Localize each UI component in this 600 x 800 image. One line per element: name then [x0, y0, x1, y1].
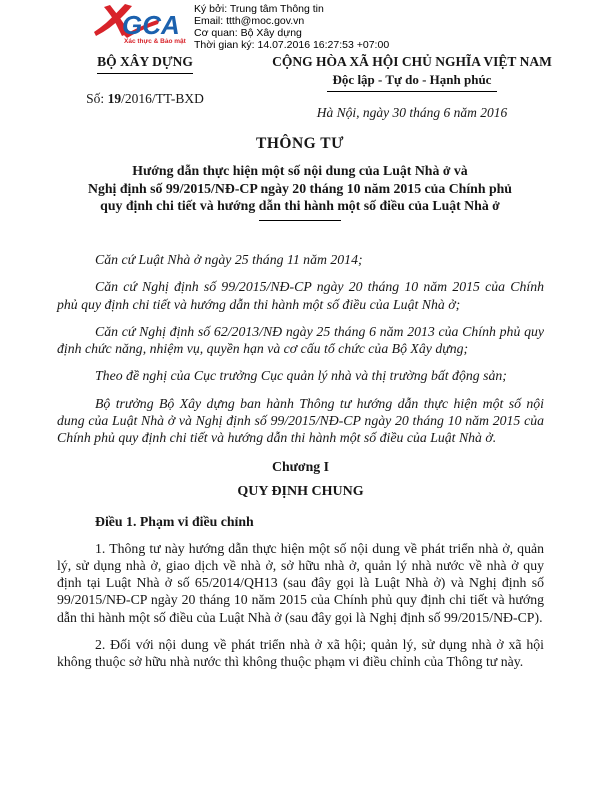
document-header [36, 54, 570, 121]
document-number-suffix: /2016/TT-BXD [121, 91, 204, 106]
signature-agency: Cơ quan: Bộ Xây dựng [194, 26, 302, 39]
place-and-date: Hà Nội, ngày 30 tháng 6 năm 2016 [316, 105, 508, 120]
title-divider [259, 220, 341, 221]
signature-timestamp: Thời gian ký: 14.07.2016 16:27:53 +07:00 [194, 38, 390, 51]
article-1-clause-2: 2. Đối với nội dung về phát triển nhà ở xã hội; quản lý, sử dụng nhà ở xã hội không thuộc sở hữu nhà nước thì không thuộc phạm vi điều chỉnh của Thông tư này. [57, 637, 544, 670]
issuing-agency: BỘ XÂY DỰNG [97, 54, 193, 69]
subject-line-3: quy định chi tiết và hướng dẫn thi hành một số điều của Luật Nhà ở [100, 198, 500, 213]
document-subject [0, 162, 600, 215]
document-body [57, 251, 544, 681]
preamble-paragraph-1: Căn cứ Luật Nhà ở ngày 25 tháng 11 năm 2014; [95, 252, 363, 267]
article-1-clause-1: 1. Thông tư này hướng dẫn thực hiện một số nội dung về phát triển nhà ở, quản lý, sử dụng nhà ở, giao dịch về nhà ở, sở hữu nhà ở, quản lý nhà nước về nhà ở quy định tại Luật Nhà ở số 65/2014/QH13 (sau đây gọi là Luật Nhà ở) và Nghị định số 99/2015/NĐ-CP ngày 20 tháng 10 năm 2015 của Chính phủ quy định chi tiết và hướng dẫn thi hành một số điều của Luật Nhà ở (sau đây gọi là Nghị định số 99/2015/NĐ-CP). [57, 540, 544, 625]
signature-email: Email: ttth@moc.gov.vn [194, 14, 305, 27]
title-block [0, 135, 600, 221]
svg-text:Xác thực & Bảo mật: Xác thực & Bảo mật [124, 38, 186, 45]
chapter-heading [57, 458, 544, 501]
signature-details [194, 3, 389, 52]
subject-line-2: Nghị định số 99/2015/NĐ-CP ngày 20 tháng 10 năm 2015 của Chính phủ [88, 180, 512, 196]
national-motto: Độc lập - Tự do - Hạnh phúc [332, 72, 492, 87]
header-right-column [254, 54, 570, 121]
subject-line-1: Hướng dẫn thực hiện một số nội dung của Luật Nhà ở và [132, 163, 468, 178]
header-left-column [36, 54, 254, 121]
article-1-clauses [57, 540, 544, 671]
vgca-logo-icon [94, 3, 186, 46]
document-type-title: THÔNG TƯ [256, 135, 344, 152]
preamble-paragraph-5: Bộ trưởng Bộ Xây dựng ban hành Thông tư hướng dẫn thực hiện một số nội dung của Luật Nhà ở và Nghị định số 99/2015/NĐ-CP ngày 20 tháng 10 năm 2015 của Chính phủ quy định chi tiết và hướng dẫn thi hành một số điều của Luật Nhà ở. [57, 395, 544, 446]
document-number [36, 91, 254, 107]
preamble-paragraph-4: Theo đề nghị của Cục trưởng Cục quản lý nhà và thị trường bất động sản; [95, 368, 507, 384]
svg-text:GCA: GCA [122, 10, 180, 40]
digital-signature-stamp [94, 3, 389, 52]
preamble-paragraph-3: Căn cứ Nghị định số 62/2013/NĐ ngày 25 tháng 6 năm 2013 của Chính phủ quy định chức năng, nhiệm vụ, quyền hạn và cơ cấu tổ chức của Bộ Xây dựng; [57, 323, 544, 357]
chapter-name: QUY ĐỊNH CHUNG [237, 483, 364, 499]
signature-signer: Ký bởi: Trung tâm Thông tin [194, 3, 324, 15]
article-1-heading: Điều 1. Phạm vi điều chỉnh [95, 514, 254, 530]
motto-underline [327, 91, 497, 92]
preamble-paragraph-2: Căn cứ Nghị định số 99/2015/NĐ-CP ngày 20 tháng 10 năm 2015 của Chính phủ quy định chi tiết và hướng dẫn thi hành một số điều của Luật Nhà ở; [57, 279, 544, 312]
national-title: CỘNG HÒA XÃ HỘI CHỦ NGHĨA VIỆT NAM [272, 54, 552, 69]
agency-underline [97, 73, 193, 74]
document-number-value: 19 [107, 91, 122, 106]
document-number-label: Số: [86, 91, 108, 106]
preamble [57, 251, 544, 447]
chapter-number: Chương I [272, 458, 329, 474]
